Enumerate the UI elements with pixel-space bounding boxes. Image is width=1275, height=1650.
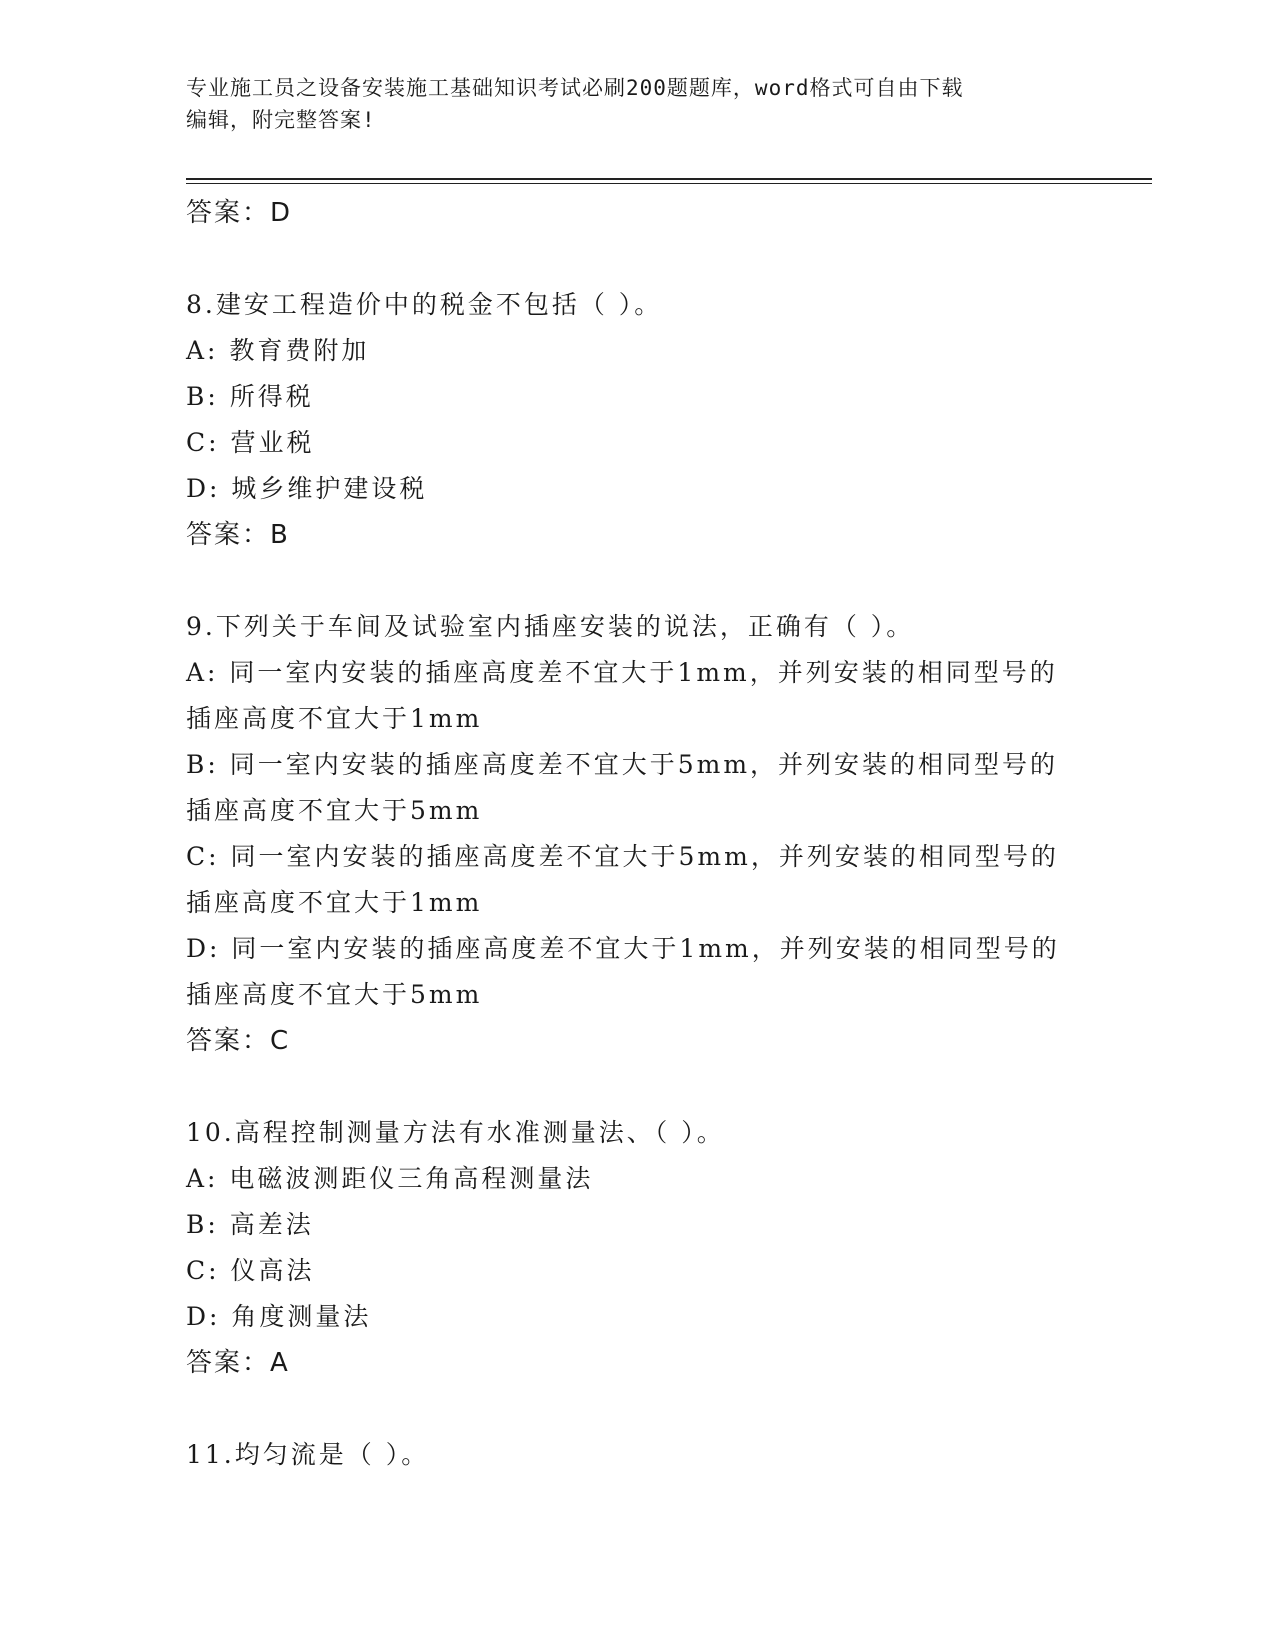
option-d: D: 同一室内安装的插座高度差不宜大于1mm，并列安装的相同型号的 <box>186 934 1060 963</box>
answer-line: 答案：D <box>186 198 293 228</box>
header-rule-thick <box>186 178 1152 180</box>
question-stem: 11.均匀流是（ ）。 <box>186 1440 430 1469</box>
spacer <box>186 236 1066 282</box>
header-rule-thin <box>186 183 1152 184</box>
question-block <box>186 282 1066 558</box>
option-c-continued: 插座高度不宜大于1mm <box>186 888 483 917</box>
option-a-continued: 插座高度不宜大于1mm <box>186 704 483 733</box>
option-c: C: 同一室内安装的插座高度差不宜大于5mm，并列安装的相同型号的 <box>186 842 1059 871</box>
spacer <box>186 558 1066 604</box>
spacer <box>186 1386 1066 1432</box>
answer-line: 答案：A <box>186 1348 290 1378</box>
option-b: B: 同一室内安装的插座高度差不宜大于5mm，并列安装的相同型号的 <box>186 750 1059 779</box>
document-header <box>186 72 1066 136</box>
option-c: C: 营业税 <box>186 428 315 457</box>
question-stem: 10.高程控制测量方法有水准测量法、（ ）。 <box>186 1118 725 1147</box>
option-d: D: 城乡维护建设税 <box>186 474 428 503</box>
spacer <box>186 1064 1066 1110</box>
option-a: A: 教育费附加 <box>186 336 370 365</box>
question-stem: 9.下列关于车间及试验室内插座安装的说法，正确有（ ）。 <box>186 612 915 641</box>
option-b: B: 高差法 <box>186 1210 314 1239</box>
option-a: A: 电磁波测距仪三角高程测量法 <box>186 1164 594 1193</box>
option-c: C: 仪高法 <box>186 1256 315 1285</box>
option-a: A: 同一室内安装的插座高度差不宜大于1mm，并列安装的相同型号的 <box>186 658 1058 687</box>
answer-line: 答案：C <box>186 1026 291 1056</box>
question-stem: 8.建安工程造价中的税金不包括（ ）。 <box>186 290 663 319</box>
header-line-1: 专业施工员之设备安装施工基础知识考试必刷200题题库，word格式可自由下载 <box>186 76 964 100</box>
question-block <box>186 604 1066 1064</box>
question-content <box>186 190 1066 1478</box>
header-line-2: 编辑，附完整答案! <box>186 108 376 132</box>
option-d-continued: 插座高度不宜大于5mm <box>186 980 483 1009</box>
question-block <box>186 1110 1066 1386</box>
option-b-continued: 插座高度不宜大于5mm <box>186 796 483 825</box>
option-b: B: 所得税 <box>186 382 314 411</box>
answer-line: 答案：B <box>186 520 290 550</box>
option-d: D: 角度测量法 <box>186 1302 372 1331</box>
question-block <box>186 1432 1066 1478</box>
